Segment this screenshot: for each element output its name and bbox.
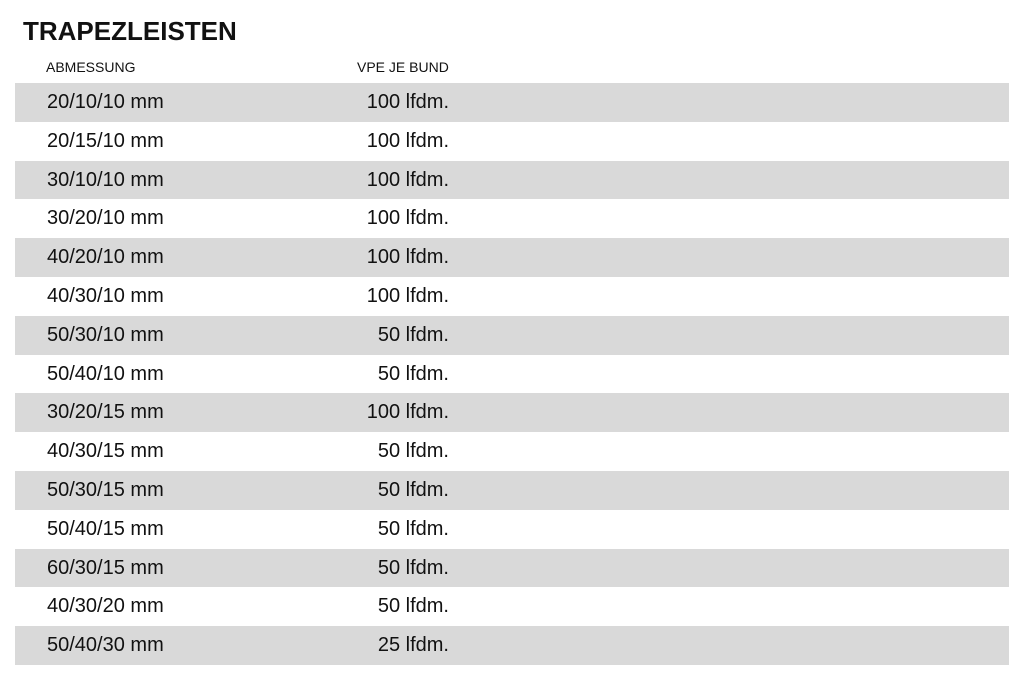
cell-package: 50 lfdm. [377,478,449,501]
cell-package: 50 lfdm. [377,362,449,385]
cell-package: 50 lfdm. [377,595,449,618]
cell-package: 50 lfdm. [377,440,449,463]
cell-dimension: 50/40/10 mm [47,362,164,385]
table-row [15,161,1009,200]
cell-dimension: 20/10/10 mm [47,91,164,113]
cell-package: 100 lfdm. [366,129,449,152]
page-title: TRAPEZLEISTEN [23,16,237,46]
table-row [15,393,1009,432]
cell-package: 50 lfdm. [377,517,449,540]
cell-package: 100 lfdm. [366,168,449,191]
cell-dimension: 60/30/15 mm [47,556,164,579]
cell-package: 100 lfdm. [366,246,449,269]
table-row [15,83,1009,122]
table-row [15,199,1009,238]
table-row [15,277,1009,316]
cell-package: 100 lfdm. [366,91,449,113]
cell-dimension: 30/20/15 mm [47,401,164,424]
table-row [15,549,1009,588]
cell-dimension: 40/30/15 mm [47,440,164,463]
table-row [15,626,1009,665]
table-row [15,316,1009,355]
column-header-package: VPE JE BUND [357,59,449,75]
cell-package: 100 lfdm. [366,401,449,424]
cell-dimension: 50/40/30 mm [47,634,164,657]
cell-dimension: 50/30/10 mm [47,323,164,346]
cell-package: 25 lfdm. [377,634,449,657]
cell-package: 100 lfdm. [366,284,449,307]
cell-dimension: 30/20/10 mm [47,207,164,230]
table-row [15,238,1009,277]
table-row [15,355,1009,394]
cell-dimension: 20/15/10 mm [47,129,164,152]
product-table [15,83,1009,665]
table-row [15,122,1009,161]
cell-dimension: 40/20/10 mm [47,246,164,269]
table-row [15,587,1009,626]
table-header [0,57,1024,77]
table-row [15,510,1009,549]
column-header-dimension: ABMESSUNG [46,59,136,75]
cell-package: 50 lfdm. [377,323,449,346]
cell-package: 100 lfdm. [366,207,449,230]
cell-dimension: 40/30/20 mm [47,595,164,618]
cell-package: 50 lfdm. [377,556,449,579]
cell-dimension: 40/30/10 mm [47,284,164,307]
cell-dimension: 50/30/15 mm [47,478,164,501]
table-row [15,471,1009,510]
table-row [15,432,1009,471]
cell-dimension: 50/40/15 mm [47,517,164,540]
cell-dimension: 30/10/10 mm [47,168,164,191]
